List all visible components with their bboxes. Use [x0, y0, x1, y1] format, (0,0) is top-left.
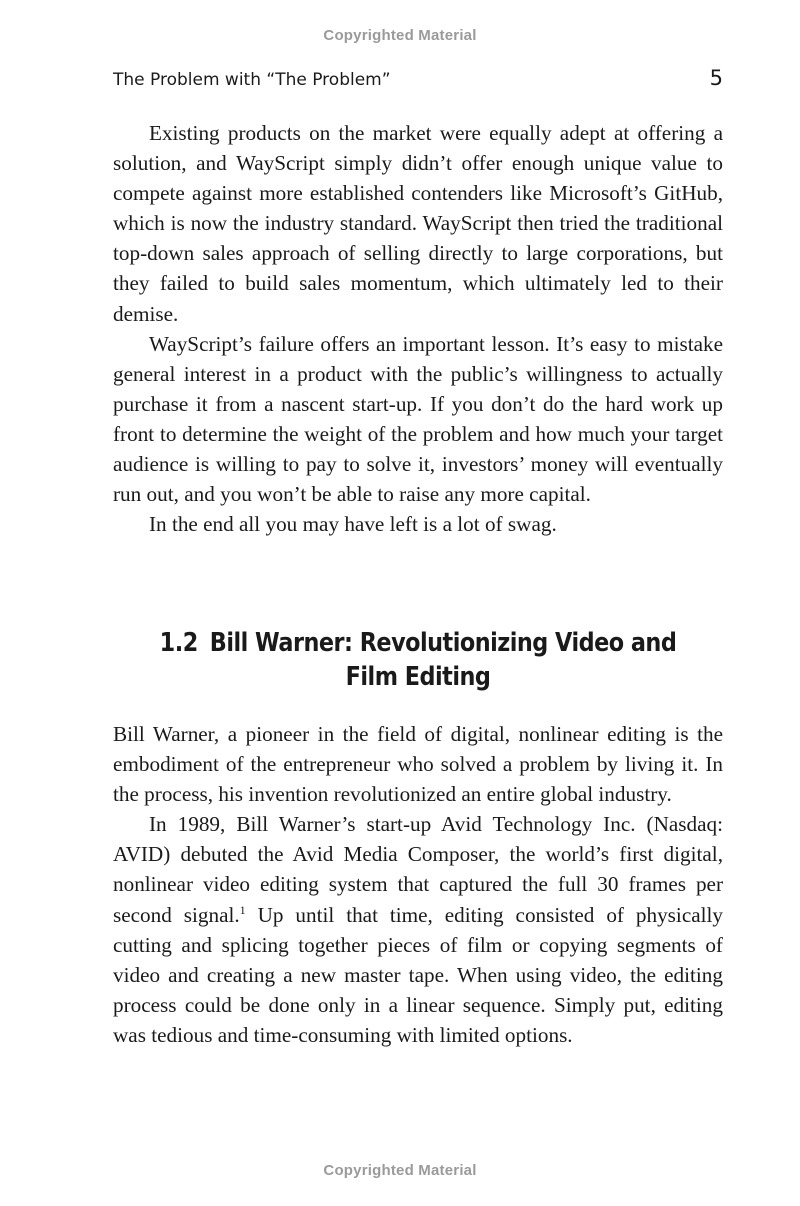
avid-text-before-note: In 1989, Bill Warner’s start-up Avid Technology Inc. (Nasdaq: AVID) debuted the Avid Media Composer, the world’s first digital, nonlinear video editing system that captured the full 30 frames per second signal. [113, 812, 723, 927]
paragraph-wayscript-lesson: WayScript’s failure offers an important lesson. It’s easy to mistake general interest in a product with the public’s willingness to actually purchase it from a nascent start-up. If you don’t do the hard work up front to determine the weight of the problem and how much your target audience is willing to pay to solve it, investors’ money will eventually run out, and you won’t be able to raise any more capital. [113, 331, 723, 507]
copyright-watermark-top: Copyrighted Material [323, 27, 477, 44]
avid-text-after-note: Up until that time, editing consisted of physically cutting and splicing together pieces of film or copying segments of video and creating a new master tape. When using video, the editing process could be done only in a linear sequence. Simply put, editing was tedious and time-consuming with limited options. [113, 902, 723, 1047]
body-text-block-2 [113, 719, 723, 1050]
copyright-watermark-bottom: Copyrighted Material [323, 1162, 477, 1179]
page-number: 5 [709, 66, 723, 90]
paragraph-swag: In the end all you may have left is a lot of swag. [149, 512, 557, 537]
running-head-title: The Problem with “The Problem” [113, 70, 391, 90]
section-heading [156, 626, 681, 694]
paragraph-wayscript-competition: Existing products on the market were equally adept at offering a solution, and WayScript simply didn’t offer enough unique value to compete against more established contenders like Microsoft’s GitHub, which is now the industry standard. WayScript then tried the traditional top-down sales approach of selling directly to large corporations, but they failed to build sales momentum, which ultimately led to their demise. [113, 121, 723, 326]
body-text-block-1 [113, 118, 723, 539]
paragraph-avid-history [113, 809, 723, 1050]
section-number: 1.2 [159, 628, 198, 658]
running-head [113, 66, 723, 94]
paragraph-bill-warner-intro: Bill Warner, a pioneer in the field of digital, nonlinear editing is the embodiment of the entrepreneur who solved a problem by living it. In the process, his invention revolutionized an entire global industry. [113, 722, 723, 807]
footnote-marker[interactable]: 1 [239, 902, 246, 917]
section-title: Bill Warner: Revolutionizing Video and Film Editing [209, 628, 677, 692]
